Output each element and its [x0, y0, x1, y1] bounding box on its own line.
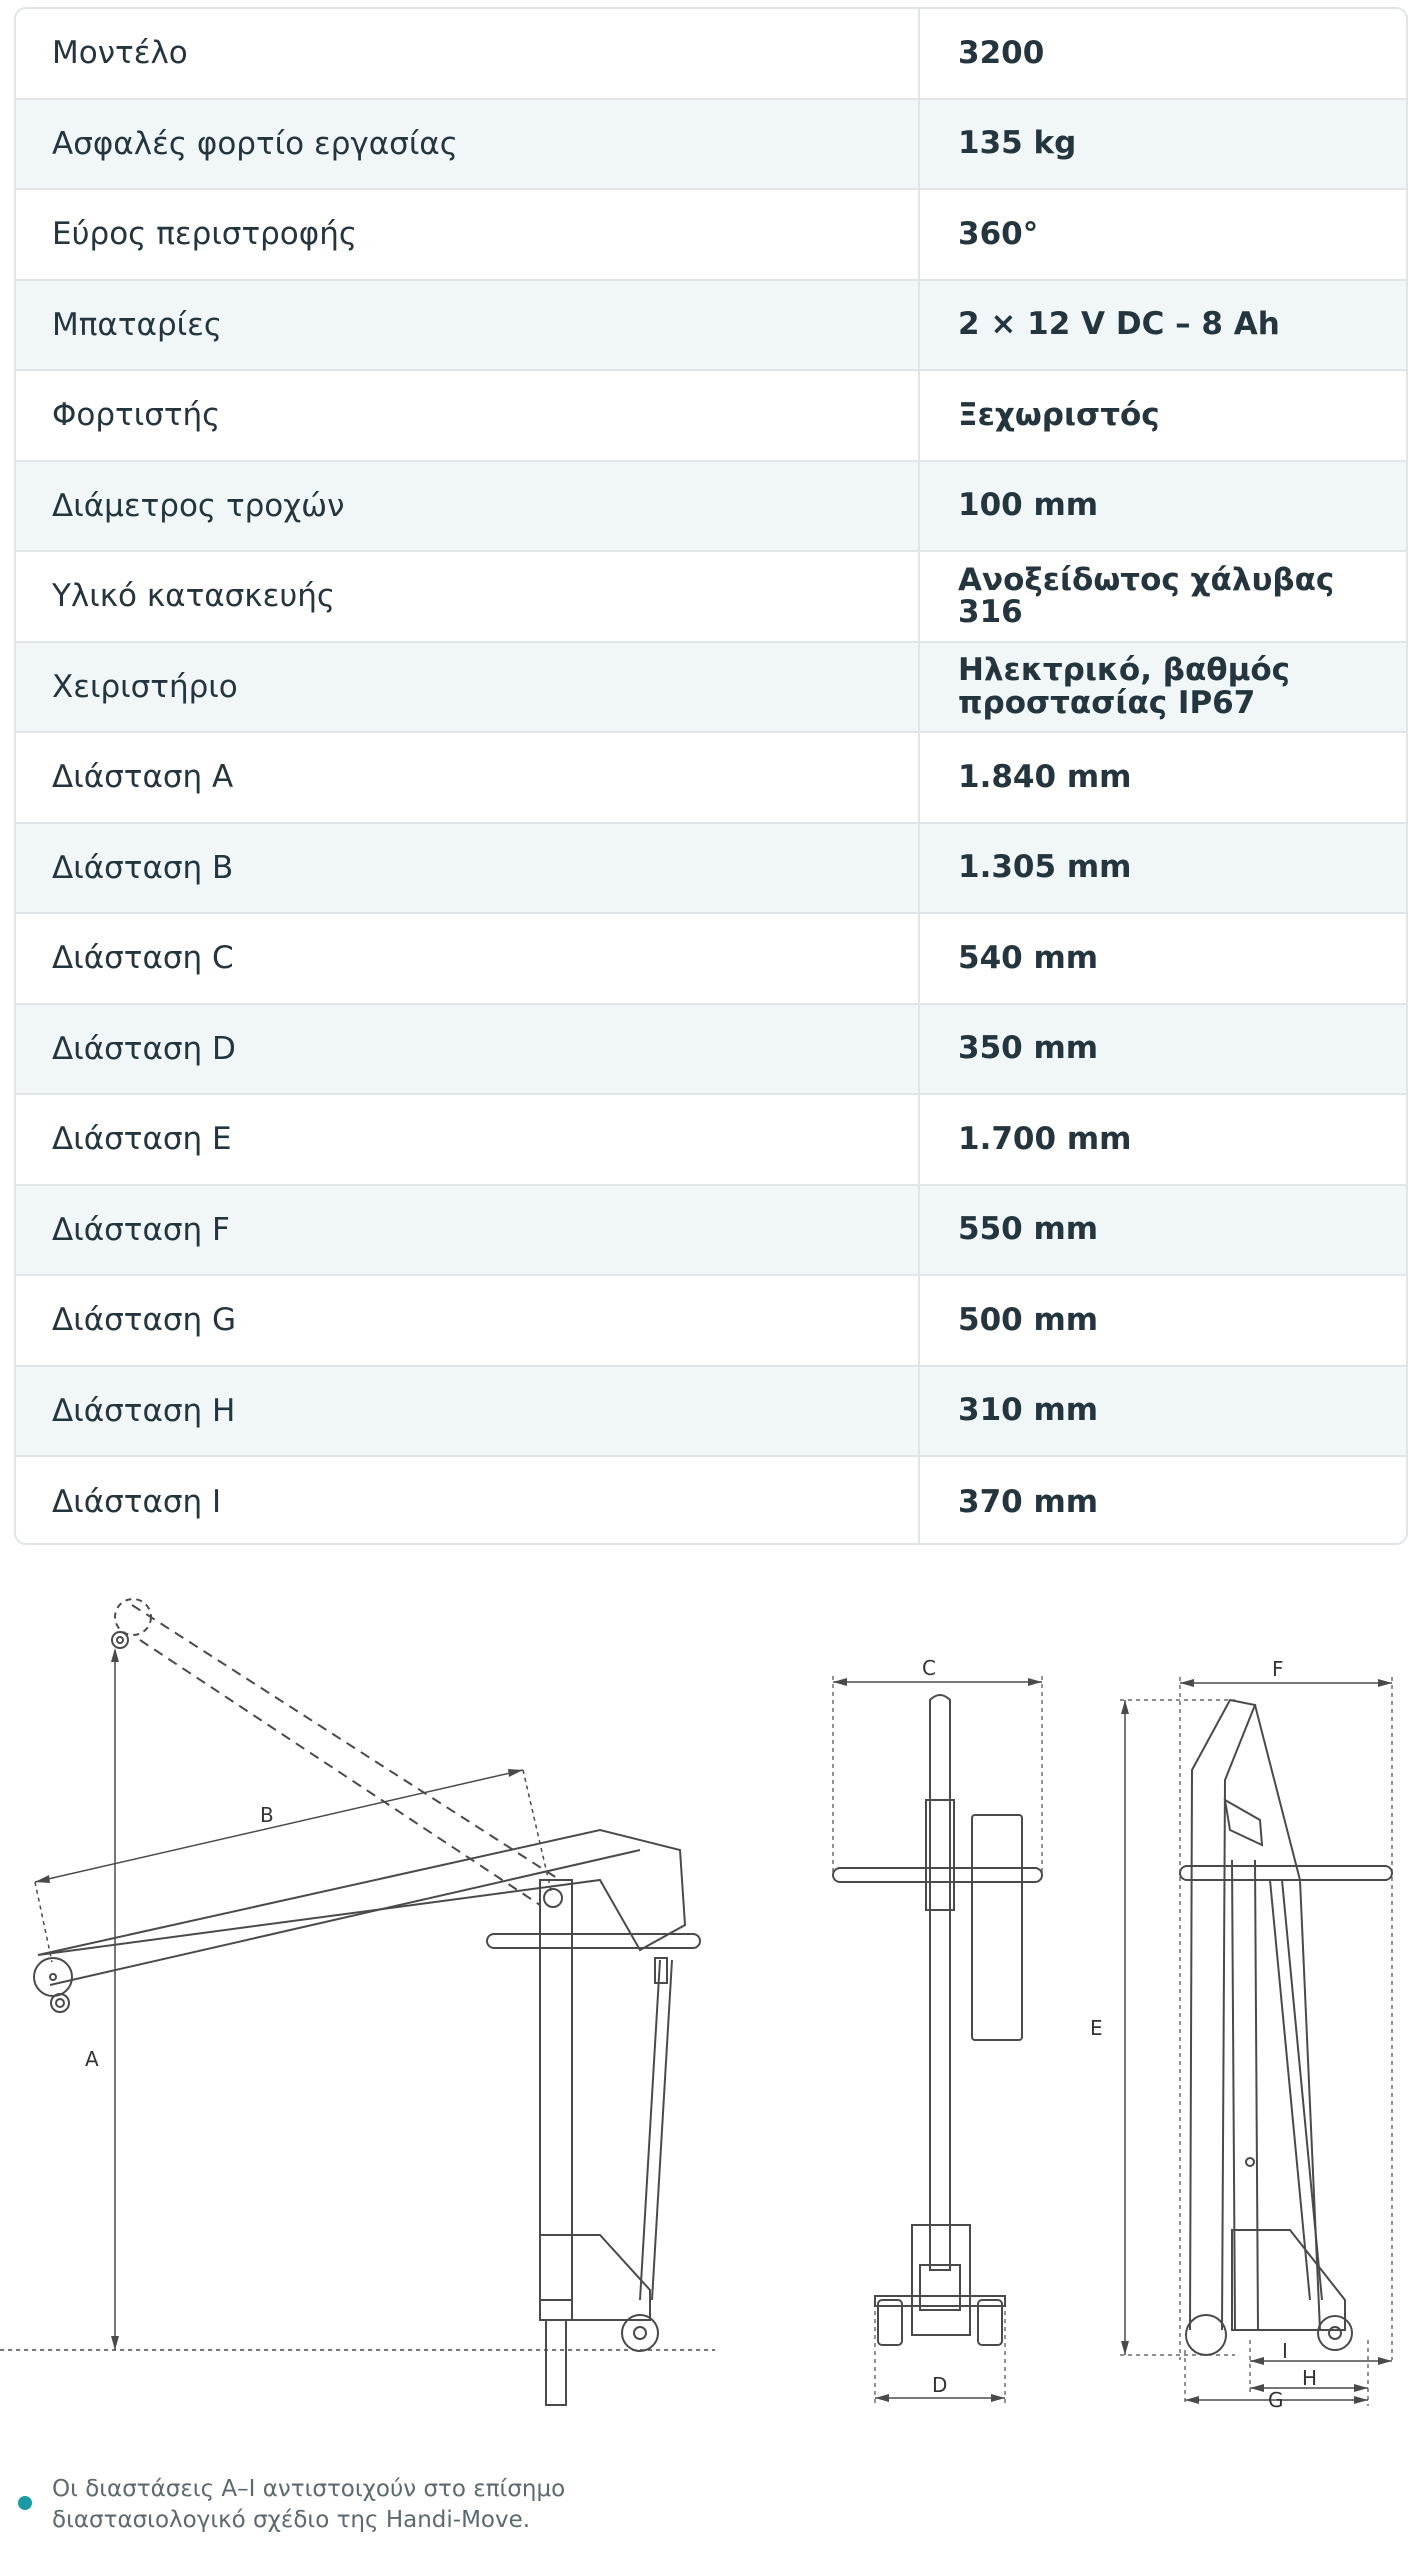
spec-label: Διάσταση I [16, 1457, 920, 1545]
spec-label: Χειριστήριο [16, 643, 920, 732]
spec-value: 1.305 mm [958, 849, 1132, 886]
dimension-drawing [0, 1570, 1422, 2420]
spec-row-dim-d [16, 1005, 1406, 1096]
bullet-dot-icon [18, 2496, 32, 2510]
spec-value: 135 kg [958, 125, 1077, 162]
spec-row-dim-a [16, 733, 1406, 824]
spec-row-dim-c [16, 914, 1406, 1005]
spec-value: 350 mm [958, 1030, 1099, 1067]
spec-row-wheel-diameter [16, 462, 1406, 553]
spec-row-controller [16, 643, 1406, 734]
spec-label: Μοντέλο [16, 9, 920, 98]
spec-table [14, 7, 1408, 1545]
spec-row-rotation [16, 190, 1406, 281]
side-view-boom [0, 1599, 715, 2405]
spec-label: Διάσταση D [16, 1005, 920, 1094]
spec-label: Υλικό κατασκευής [16, 552, 920, 641]
spec-value: Ξεχωριστός [958, 396, 1160, 433]
spec-label: Διάσταση A [16, 733, 920, 822]
dimension-label-b: B [260, 1803, 274, 1827]
spec-label: Μπαταρίες [16, 281, 920, 370]
spec-row-dim-i [16, 1457, 1406, 1545]
spec-label: Διάσταση E [16, 1095, 920, 1184]
spec-value: Ανοξείδωτος χάλυβας 316 [958, 561, 1335, 631]
spec-row-safe-load [16, 100, 1406, 191]
footnote-text: Οι διαστάσεις A–I αντιστοιχούν στο επίσημο διαστασιολογικό σχέδιο της Handi-Move. [52, 2476, 566, 2533]
spec-row-dim-e [16, 1095, 1406, 1186]
spec-row-dim-b [16, 824, 1406, 915]
dimension-label-e: E [1090, 2016, 1103, 2040]
spec-value: 100 mm [958, 487, 1099, 524]
dimension-label-a: A [85, 2047, 99, 2071]
spec-row-dim-h [16, 1367, 1406, 1458]
side-view [1120, 1677, 1392, 2406]
spec-row-model [16, 9, 1406, 100]
spec-value: 1.700 mm [958, 1120, 1132, 1157]
spec-value: 500 mm [958, 1301, 1099, 1338]
spec-label: Ασφαλές φορτίο εργασίας [16, 100, 920, 189]
spec-label: Φορτιστής [16, 371, 920, 460]
spec-row-charger [16, 371, 1406, 462]
dimension-label-f: F [1272, 1657, 1284, 1681]
spec-value: 370 mm [958, 1483, 1099, 1520]
spec-label: Διάμετρος τροχών [16, 462, 920, 551]
spec-value: 310 mm [958, 1392, 1099, 1429]
spec-value: 2 × 12 V DC – 8 Ah [958, 306, 1280, 343]
spec-value: 540 mm [958, 939, 1099, 976]
dimension-label-g: G [1268, 2388, 1284, 2412]
spec-value: 360° [958, 215, 1039, 252]
spec-value: 1.840 mm [958, 758, 1132, 795]
front-view [833, 1676, 1042, 2404]
spec-row-dim-f [16, 1186, 1406, 1277]
spec-label: Διάσταση B [16, 824, 920, 913]
dimension-label-i: I [1282, 2339, 1288, 2363]
spec-value: 3200 [958, 34, 1045, 71]
dimension-label-d: D [932, 2373, 948, 2397]
spec-row-batteries [16, 281, 1406, 372]
dimension-label-c: C [922, 1656, 936, 1680]
spec-row-material [16, 552, 1406, 643]
spec-value: 550 mm [958, 1211, 1099, 1248]
spec-row-dim-g [16, 1276, 1406, 1367]
spec-label: Διάσταση H [16, 1367, 920, 1456]
spec-label: Διάσταση G [16, 1276, 920, 1365]
spec-value: Ηλεκτρικό, βαθμός προστασίας IP67 [958, 652, 1291, 721]
spec-label: Διάσταση F [16, 1186, 920, 1275]
spec-label: Διάσταση C [16, 914, 920, 1003]
dimension-label-h: H [1302, 2366, 1318, 2390]
spec-label: Εύρος περιστροφής [16, 190, 920, 279]
